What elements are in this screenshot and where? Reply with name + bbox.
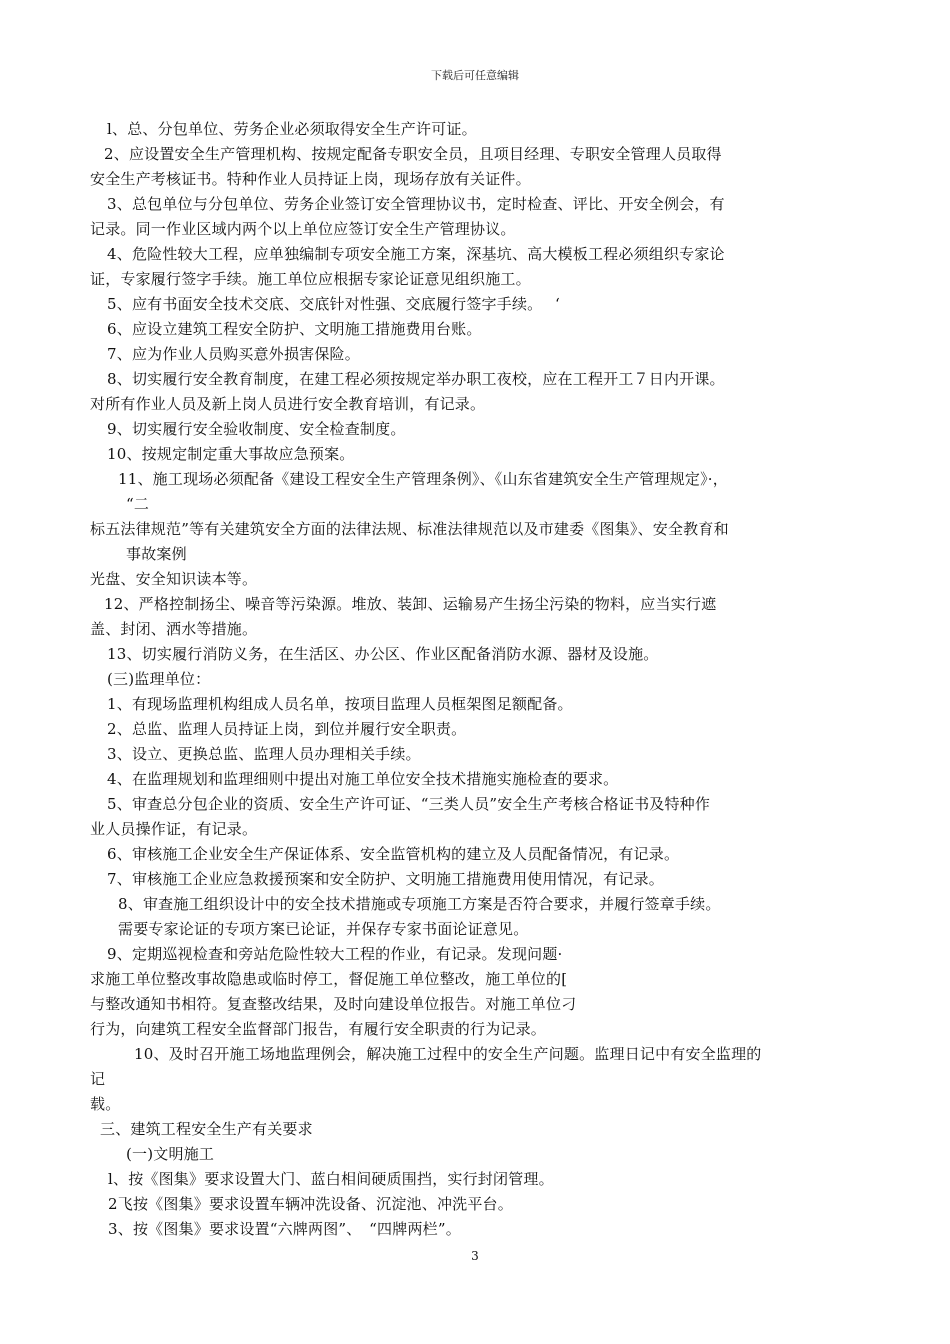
- text-line: 3、按《图集》要求设置“六牌两图”、 “四牌两栏”。: [108, 1220, 461, 1238]
- text-line: 3、总包单位与分包单位、劳务企业签订安全管理协议书，定时检查、评比、开安全例会，有: [107, 195, 725, 213]
- text-line: 5、应有书面安全技术交底、交底针对性强、交底履行签字手续。 ‘: [107, 295, 560, 313]
- text-line: 6、应设立建筑工程安全防护、文明施工措施费用台账。: [107, 320, 482, 338]
- text-line: 2、应设置安全生产管理机构、按规定配备专职安全员，且项目经理、专职安全管理人员取得: [104, 145, 722, 163]
- page-header: 下载后可任意编辑: [431, 69, 519, 82]
- text-line: 5、审查总分包企业的资质、安全生产许可证、“三类人员”安全生产考核合格证书及特种作: [107, 795, 711, 813]
- text-line: 需要专家论证的专项方案已论证，并保存专家书面论证意见。: [118, 920, 529, 938]
- text-line: 业人员操作证，有记录。: [90, 820, 258, 838]
- section-heading: (三)监理单位：: [107, 670, 211, 688]
- text-line: 9、切实履行安全验收制度、安全检查制度。: [107, 420, 406, 438]
- text-line: 与整改通知书相符。复查整改结果，及时向建设单位报告。对施工单位刁: [90, 995, 577, 1013]
- text-line: 11、施工现场必须配备《建设工程安全生产管理条例》、《山东省建筑安全生产管理规定》·，: [118, 470, 728, 488]
- text-line: 记录。同一作业区域内两个以上单位应签订安全生产管理协议。: [90, 220, 516, 238]
- text-line: 7、审核施工企业应急救援预案和安全防护、文明施工措施费用使用情况，有记录。: [107, 870, 664, 888]
- text-line: 安全生产考核证书。特种作业人员持证上岗，现场存放有关证件。: [90, 170, 531, 188]
- text-line: 9、定期巡视检查和旁站危险性较大工程的作业，有记录。发现问题·: [107, 945, 563, 963]
- text-line: 3、设立、更换总监、监理人员办理相关手续。: [107, 745, 421, 763]
- subsection-heading: (一)文明施工: [126, 1145, 215, 1163]
- text-line: 载。: [90, 1095, 121, 1113]
- text-line: 8、切实履行安全教育制度，在建工程必须按规定举办职工夜校，应在工程开工７日内开课。: [107, 370, 725, 388]
- text-line: 盖、封闭、洒水等措施。: [90, 620, 258, 638]
- text-line: 4、危险性较大工程，应单独编制专项安全施工方案，深基坑、高大模板工程必须组织专家论: [107, 245, 725, 263]
- text-line: 事故案例: [126, 545, 187, 563]
- text-line: 标五法律规范”等有关建筑安全方面的法律法规、标准法律规范以及市建委《图集》、安全教育和: [90, 520, 729, 538]
- text-line: l、总、分包单位、劳务企业必须取得安全生产许可证。: [107, 120, 477, 138]
- text-line: 12、严格控制扬尘、噪音等污染源。堆放、装卸、运输易产生扬尘污染的物料，应当实行遮: [104, 595, 717, 613]
- text-line: l、按《图集》要求设置大门、蓝白相间硬质围挡，实行封闭管理。: [108, 1170, 554, 1188]
- text-line: 行为，向建筑工程安全监督部门报告，有履行安全职责的行为记录。: [90, 1020, 547, 1038]
- text-line: 证，专家履行签字手续。施工单位应根据专家论证意见组织施工。: [90, 270, 531, 288]
- section-heading: 三、建筑工程安全生产有关要求: [100, 1120, 313, 1138]
- text-line: “二: [126, 495, 150, 513]
- text-line: 10、及时召开施工场地监理例会，解决施工过程中的安全生产问题。监理日记中有安全监理的: [134, 1045, 762, 1063]
- document-body: [90, 117, 870, 1242]
- text-line: 8、审查施工组织设计中的安全技术措施或专项施工方案是否符合要求，并履行签章手续。: [118, 895, 721, 913]
- text-line: 记: [90, 1070, 106, 1088]
- page-number: 3: [471, 1249, 479, 1263]
- text-line: 6、审核施工企业安全生产保证体系、安全监管机构的建立及人员配备情况，有记录。: [107, 845, 680, 863]
- text-line: 13、切实履行消防义务，在生活区、办公区、作业区配备消防水源、器材及设施。: [107, 645, 659, 663]
- text-line: 求施工单位整改事故隐患或临时停工，督促施工单位整改，施工单位的[: [90, 970, 568, 988]
- text-line: 1、有现场监理机构组成人员名单，按项目监理人员框架图足额配备。: [107, 695, 573, 713]
- text-line: 7、应为作业人员购买意外损害保险。: [107, 345, 360, 363]
- text-line: 光盘、安全知识读本等。: [90, 570, 258, 588]
- text-line: 10、按规定制定重大事故应急预案。: [107, 445, 355, 463]
- text-line: 4、在监理规划和监理细则中提出对施工单位安全技术措施实施检查的要求。: [107, 770, 619, 788]
- text-line: 对所有作业人员及新上岗人员进行安全教育培训，有记录。: [90, 395, 486, 413]
- text-line: 2飞按《图集》要求设置车辆冲洗设备、沉淀池、冲洗平台。: [108, 1195, 513, 1213]
- text-line: 2、总监、监理人员持证上岗，到位并履行安全职责。: [107, 720, 467, 738]
